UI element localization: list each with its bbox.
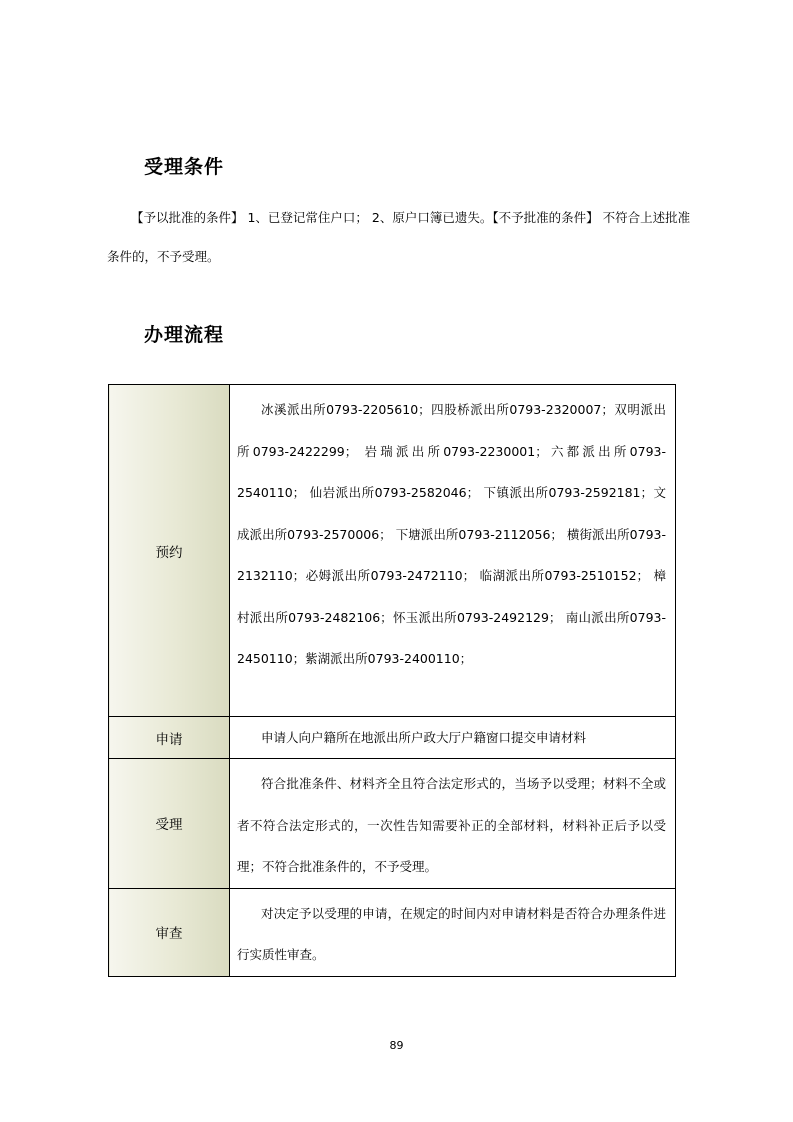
table-row — [109, 888, 676, 976]
row-text: 对决定予以受理的申请，在规定的时间内对申请材料是否符合办理条件进行实质性审查。 — [237, 905, 666, 962]
table-row — [109, 717, 676, 759]
row-text: 申请人向户籍所在地派出所户政大厅户籍窗口提交申请材料 — [261, 729, 587, 745]
table-row — [109, 385, 676, 717]
section-title-process: 办理流程 — [144, 324, 225, 346]
row-text: 符合批准条件、材料齐全且符合法定形式的，当场予以受理；材料不全或者不符合法定形式的，一次性告知需要补正的全部材料，材料补正后予以受理；不符合批准条件的，不予受理。 — [237, 776, 666, 874]
conditions-paragraph — [107, 198, 693, 276]
row-label: 受理 — [109, 759, 230, 889]
table-row — [109, 759, 676, 889]
row-label: 预约 — [109, 385, 230, 717]
row-content — [230, 759, 676, 889]
process-table — [108, 384, 676, 977]
row-content — [230, 888, 676, 976]
row-text: 冰溪派出所0793-2205610；四股桥派出所0793-2320007；双明派出所0793-2422299； 岩瑞派出所0793-2230001；六都派出所0793-2540110； 仙岩派出所0793-2582046； 下镇派出所0793-2592181；文成派出所0793-2570006； 下塘派出所0793-2112056； 横街派出所0793-2132110；必姆派出所0793-2472110； 临湖派出所0793-2510152； 樟村派出所0793-2482106；怀玉派出所0793-2492129； 南山派出所0793-2450110；紫湖派出所0793-2400110； — [237, 402, 666, 666]
page-number: 89 — [389, 1039, 404, 1052]
section-title-conditions: 受理条件 — [144, 156, 225, 178]
row-content — [230, 717, 676, 759]
row-label: 审查 — [109, 888, 230, 976]
row-label: 申请 — [109, 717, 230, 759]
conditions-text: 【予以批准的条件】 1、已登记常住户口； 2、原户口簿已遗失。【不予批准的条件】 不符合上述批准条件的，不予受理。 — [107, 210, 691, 264]
row-content — [230, 385, 676, 717]
